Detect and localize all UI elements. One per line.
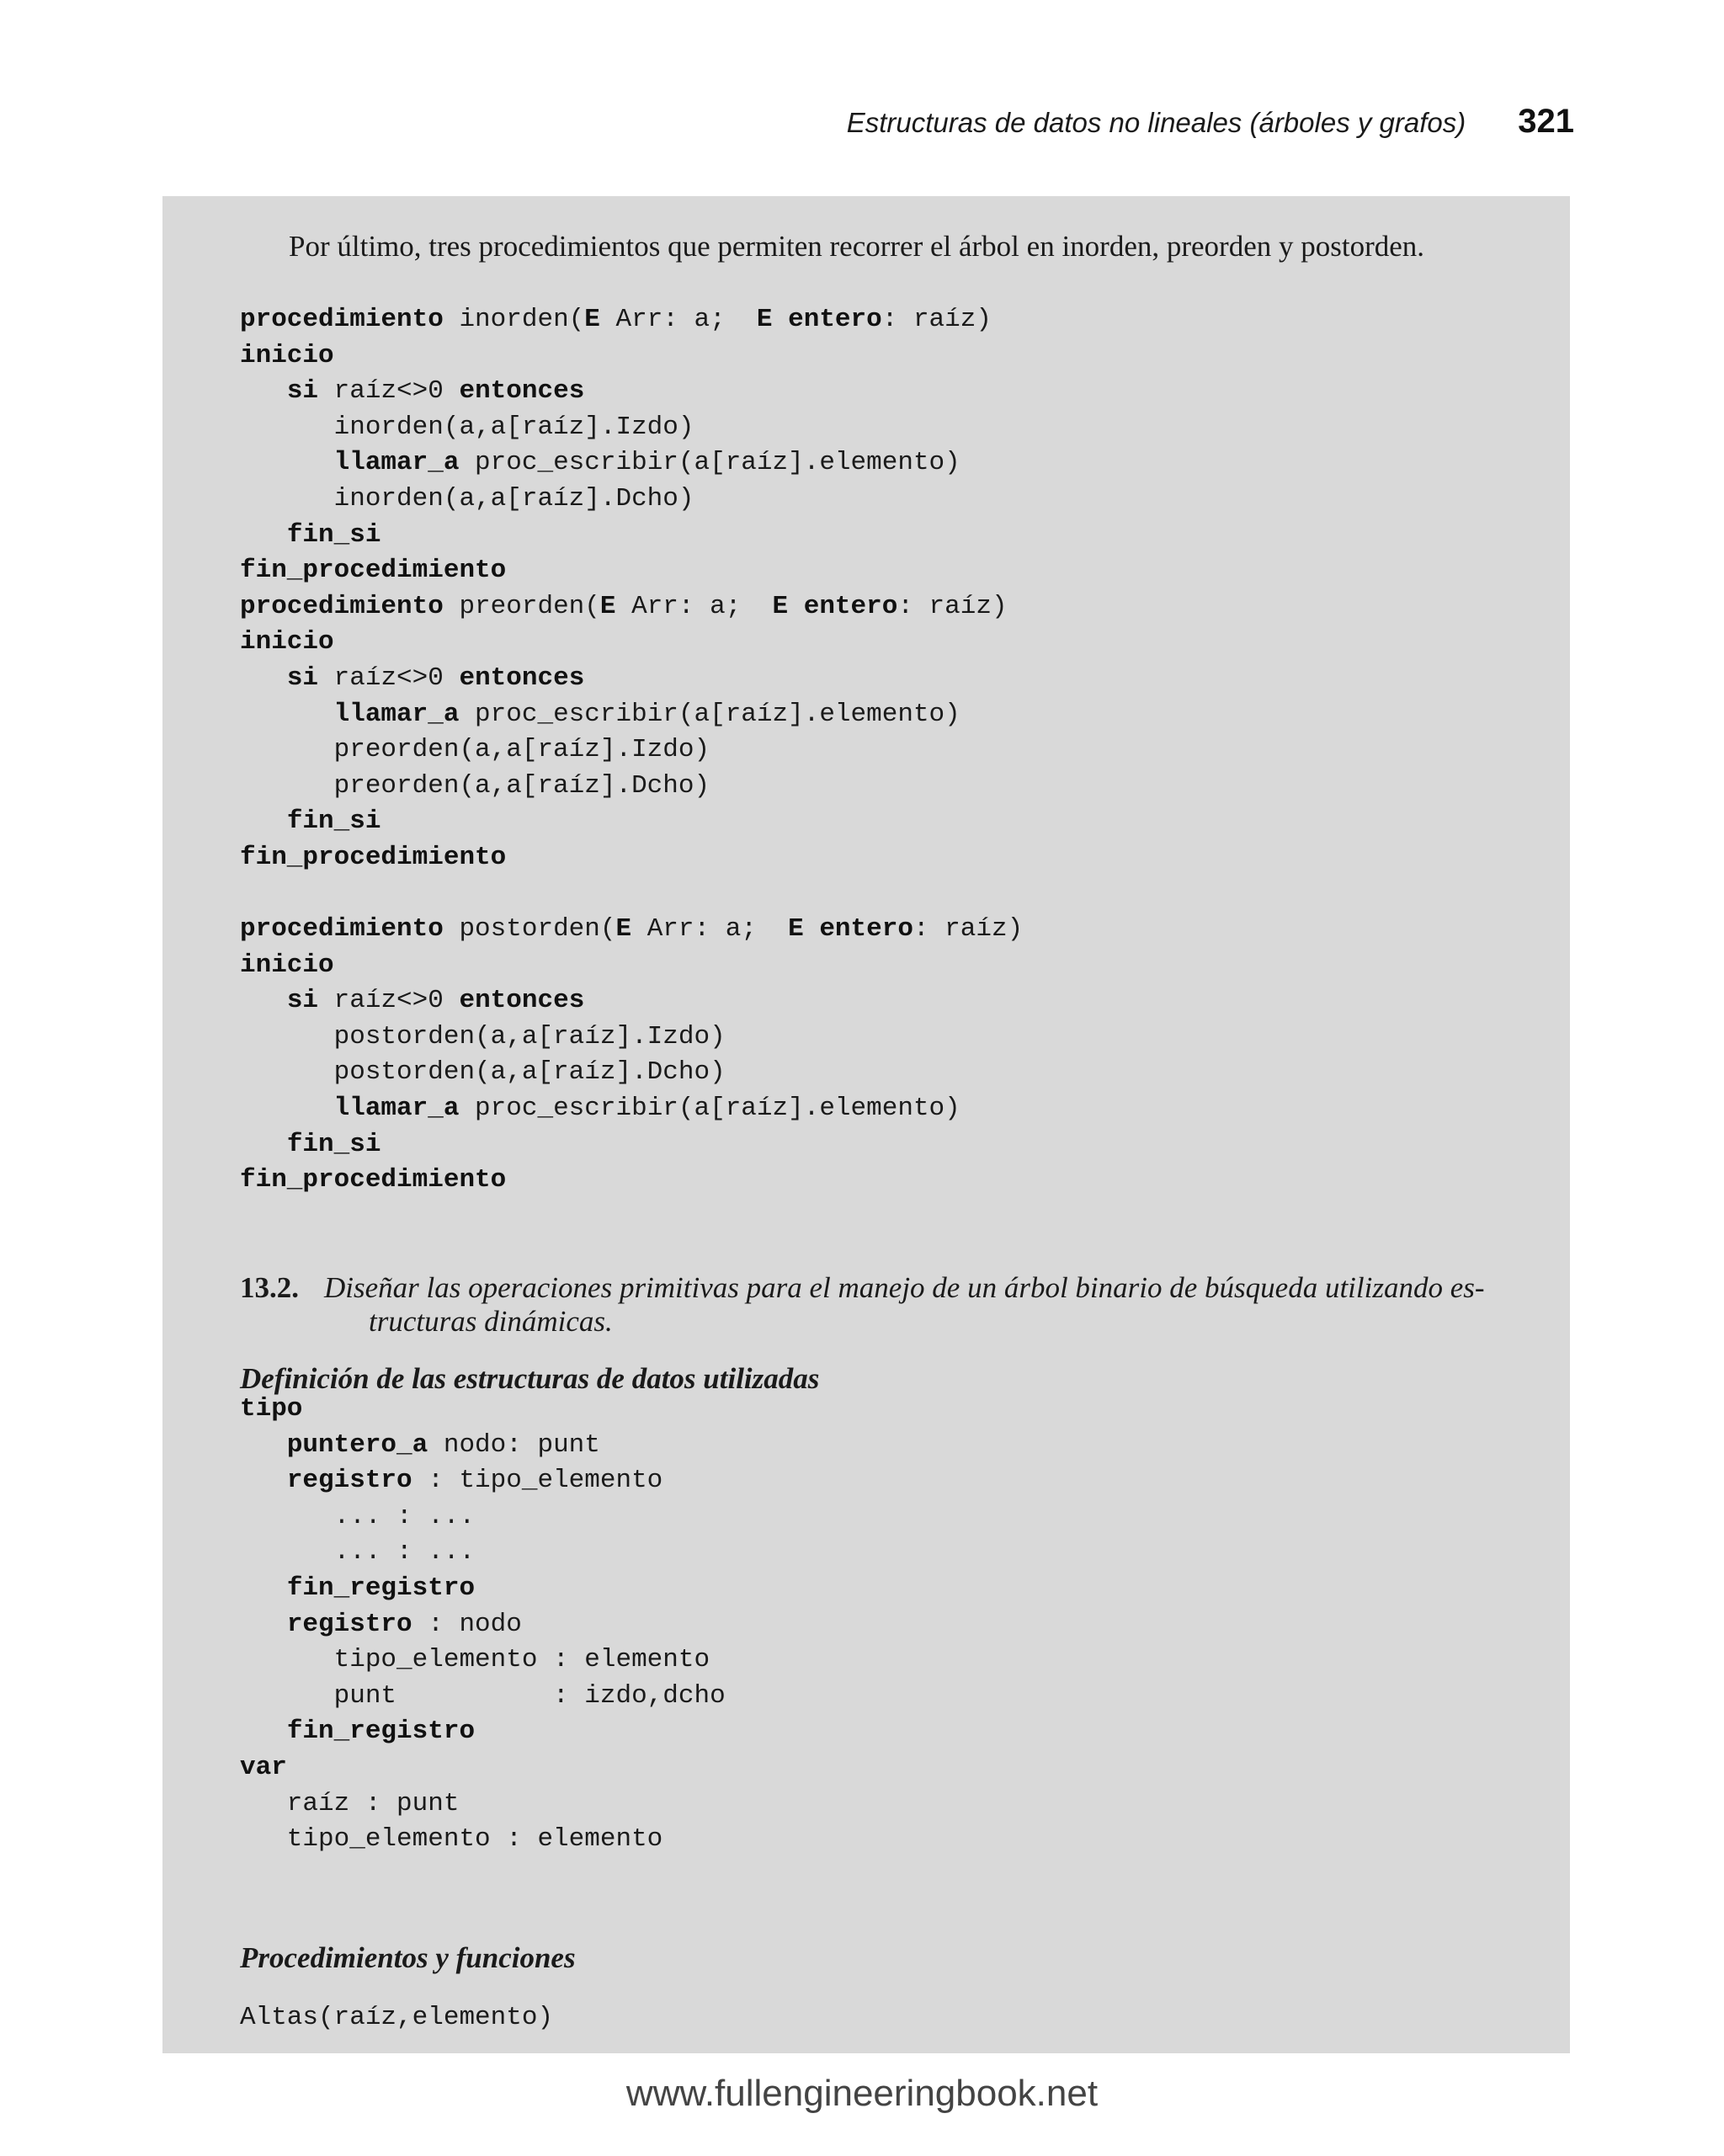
code-line (240, 735, 710, 764)
code-line (240, 448, 960, 477)
code-line (240, 627, 334, 657)
code-text: raíz : punt (240, 1788, 460, 1818)
code-keyword: puntero_a (286, 1429, 428, 1460)
code-keyword: llamar_a (333, 1094, 460, 1124)
code-line (240, 1394, 302, 1424)
code-line (240, 305, 992, 334)
code-text (240, 376, 287, 406)
code-text: : raíz) (897, 591, 1008, 621)
code-text (240, 807, 287, 836)
code-line (240, 413, 694, 442)
code-text (240, 1130, 287, 1159)
code-keyword: tipo (240, 1394, 303, 1424)
page-number: 321 (1518, 103, 1574, 140)
code-text (240, 448, 334, 477)
code-keyword: entonces (459, 663, 585, 693)
code-text (240, 663, 287, 693)
footer-watermark-url: www.fullengineeringbook.net (625, 2073, 1099, 2114)
code-text (240, 520, 287, 550)
code-keyword: si (286, 376, 319, 407)
code-text (240, 1610, 287, 1639)
code-text: raíz<>0 (318, 376, 460, 407)
code-line (240, 950, 334, 980)
code-line (240, 1022, 726, 1051)
code-line (240, 1094, 960, 1123)
code-line (240, 1165, 506, 1195)
code-keyword: E (584, 305, 600, 334)
code-line (240, 2003, 553, 2032)
code-text: inorden(a,a[raíz].Dcho) (240, 483, 694, 514)
code-line (240, 1573, 475, 1603)
subheading-procedures: Procedimientos y funciones (240, 1941, 576, 1974)
exercise-13-2 (240, 1271, 1532, 1339)
code-keyword: entonces (459, 986, 585, 1016)
code-line (240, 1681, 726, 1711)
code-line (240, 914, 1023, 944)
code-keyword: inicio (240, 340, 334, 370)
code-keyword: procedimiento (240, 914, 444, 945)
code-line (240, 1645, 710, 1674)
code-text: preorden(a,a[raíz].Dcho) (240, 770, 710, 801)
code-text: preorden( (443, 591, 600, 621)
exercise-number: 13.2. (240, 1271, 299, 1304)
code-text: : raíz) (881, 305, 992, 334)
code-text (240, 1573, 287, 1603)
code-keyword: entonces (459, 376, 585, 407)
exercise-text-line-1: Diseñar las operaciones primitivas para el manejo de un árbol binario de búsqueda utilizando es- (324, 1271, 1485, 1304)
code-block-altas (240, 2000, 553, 2036)
code-block-type-definitions (240, 1392, 726, 1858)
code-text: proc_escribir(a[raíz].elemento) (459, 1094, 960, 1124)
code-line (240, 1430, 600, 1460)
code-text: tipo_elemento : elemento (240, 1824, 663, 1855)
code-line (240, 1537, 475, 1567)
code-keyword: fin_procedimiento (240, 842, 507, 872)
running-title: Estructuras de datos no lineales (árboles y grafos) (846, 107, 1466, 138)
code-keyword: fin_procedimiento (240, 556, 507, 586)
code-line (240, 484, 694, 514)
code-text: postorden(a,a[raíz].Izdo) (240, 1021, 726, 1051)
code-text (240, 1430, 287, 1460)
code-text: proc_escribir(a[raíz].elemento) (459, 448, 960, 478)
code-keyword: inicio (240, 627, 334, 657)
code-keyword: fin_si (286, 1129, 381, 1159)
code-text: : tipo_elemento (412, 1466, 663, 1496)
code-text: punt : izdo,dcho (240, 1680, 726, 1711)
code-keyword: procedimiento (240, 591, 444, 621)
code-keyword: fin_procedimiento (240, 1165, 507, 1195)
code-keyword: E entero (756, 305, 882, 334)
code-text: ... : ... (240, 1537, 476, 1568)
code-line (240, 1057, 726, 1087)
intro-paragraph: Por último, tres procedimientos que permiten recorrer el árbol en inorden, preorden y postorden. (289, 230, 1425, 263)
code-line (240, 1610, 522, 1639)
code-text: inorden(a,a[raíz].Izdo) (240, 412, 694, 442)
code-text (240, 700, 334, 729)
subheading-data-structures: Definición de las estructuras de datos utilizadas (240, 1362, 820, 1395)
code-keyword: var (240, 1752, 287, 1782)
code-line (240, 556, 506, 585)
code-text: ... : ... (240, 1501, 476, 1531)
code-keyword: fin_registro (286, 1573, 476, 1603)
code-keyword: inicio (240, 950, 334, 980)
code-line (240, 1753, 287, 1782)
code-keyword: E (615, 914, 632, 945)
code-text: Arr: a; (615, 591, 773, 621)
code-keyword: fin_registro (286, 1717, 476, 1747)
code-line (240, 1502, 475, 1531)
code-keyword: si (286, 663, 319, 693)
code-line (240, 341, 334, 370)
code-keyword: registro (286, 1466, 412, 1496)
code-keyword: si (286, 986, 319, 1016)
code-keyword: registro (286, 1609, 412, 1639)
code-text: raíz<>0 (318, 663, 460, 693)
code-text: Arr: a; (631, 914, 789, 945)
code-line (240, 1789, 459, 1818)
code-line (240, 807, 380, 836)
code-keyword: llamar_a (333, 448, 460, 478)
code-text: preorden(a,a[raíz].Izdo) (240, 735, 710, 765)
code-text (240, 1466, 287, 1495)
code-line (240, 663, 584, 693)
code-keyword: E entero (788, 914, 913, 945)
code-line (240, 1130, 380, 1159)
code-text: postorden(a,a[raíz].Dcho) (240, 1057, 726, 1088)
code-keyword: fin_si (286, 519, 381, 550)
code-text (240, 1717, 287, 1746)
code-line (240, 520, 380, 550)
code-text: Arr: a; (599, 305, 757, 334)
code-text: raíz<>0 (318, 986, 460, 1016)
code-line (240, 700, 960, 729)
code-keyword: E entero (772, 591, 898, 621)
running-header (842, 103, 1574, 153)
code-text: : nodo (412, 1609, 522, 1639)
code-line (240, 771, 710, 801)
code-text: postorden( (443, 914, 616, 945)
code-text: inorden( (443, 305, 585, 334)
code-line (240, 1717, 475, 1746)
code-block-traversals (240, 302, 1023, 1199)
code-line (240, 1466, 662, 1495)
code-keyword: fin_si (286, 807, 381, 837)
code-text (240, 1094, 334, 1123)
code-keyword: procedimiento (240, 305, 444, 334)
code-line (240, 986, 584, 1015)
code-text: : raíz) (913, 914, 1024, 945)
code-text: nodo: punt (428, 1429, 600, 1460)
code-text: tipo_elemento : elemento (240, 1645, 710, 1675)
exercise-text-line-2: tructuras dinámicas. (369, 1305, 613, 1338)
code-text: Altas(raíz,elemento) (240, 2003, 554, 2032)
code-line (240, 1824, 662, 1854)
code-line (240, 376, 584, 406)
code-line (240, 592, 1008, 621)
code-keyword: llamar_a (333, 699, 460, 729)
code-text: proc_escribir(a[raíz].elemento) (459, 699, 960, 729)
code-keyword: E (599, 591, 616, 621)
exercise-statement (324, 1271, 1485, 1339)
code-line (240, 843, 506, 872)
code-text (240, 986, 287, 1015)
